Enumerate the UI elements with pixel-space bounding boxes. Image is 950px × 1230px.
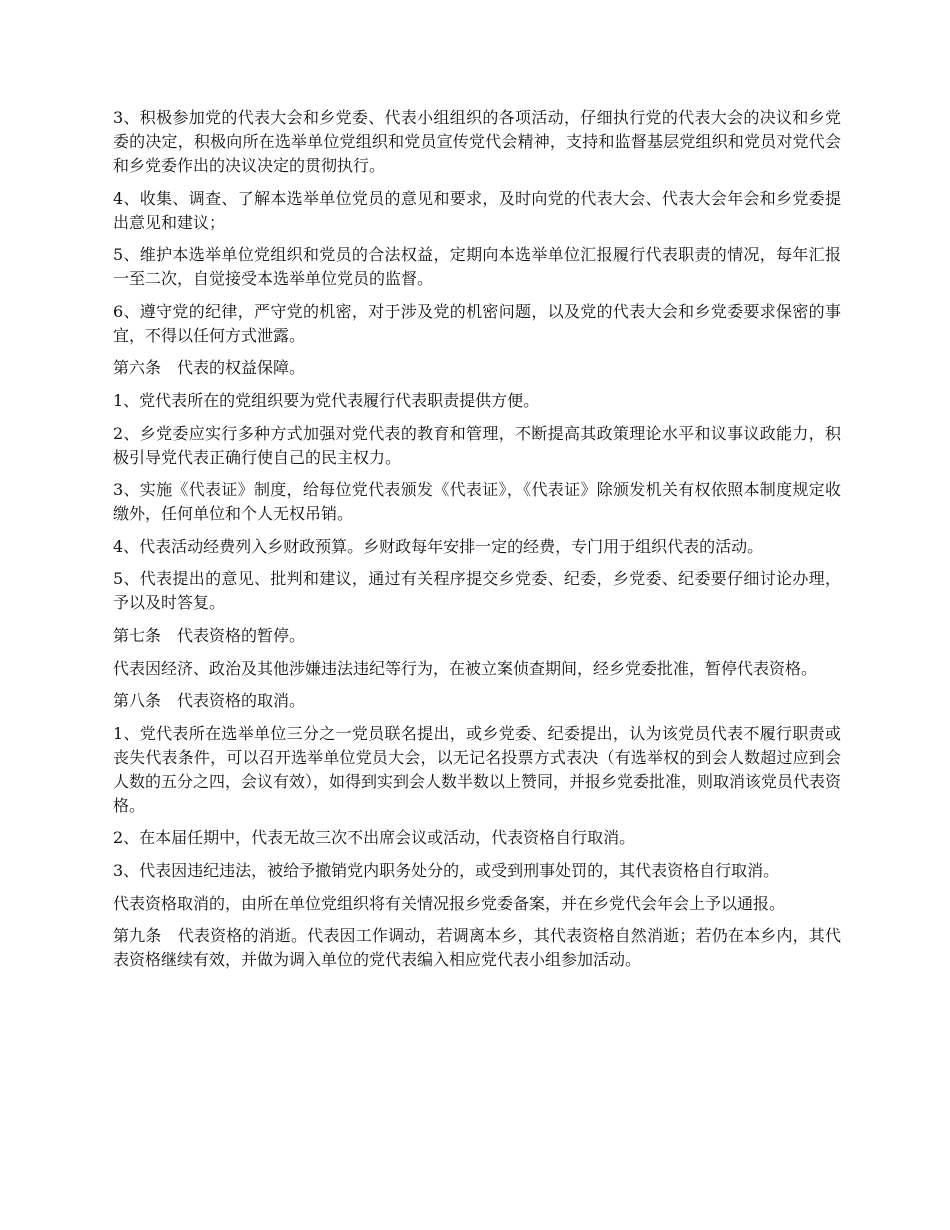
paragraph-duty-5: 5、维护本选举单位党组织和党员的合法权益，定期向本选举单位汇报履行代表职责的情况，每年汇报一至二次，自觉接受本选举单位党员的监督。 xyxy=(113,245,841,289)
paragraph-duty-6: 6、遵守党的纪律，严守党的机密，对于涉及党的机密问题，以及党的代表大会和乡党委要求保密的事宜，不得以任何方式泄露。 xyxy=(113,301,841,345)
paragraph-rights-1: 1、党代表所在的党组织要为党代表履行代表职责提供方便。 xyxy=(113,390,540,410)
article-9-paragraph: 第九条 代表资格的消逝。代表因工作调动，若调离本乡，其代表资格自然消逝；若仍在本乡内，其代表资格继续有效，并做为调入单位的党代表编入相应党代表小组参加活动。 xyxy=(113,926,841,970)
paragraph-rights-3: 3、实施《代表证》制度，给每位党代表颁发《代表证》，《代表证》除颁发机关有权依照本制度规定收缴外，任何单位和个人无权吊销。 xyxy=(113,480,841,524)
paragraph-revocation-2: 2、在本届任期中，代表无故三次不出席会议或活动，代表资格自行取消。 xyxy=(113,828,636,848)
paragraph-revocation-filing: 代表资格取消的，由所在单位党组织将有关情况报乡党委备案，并在乡党代会年会上予以通报。 xyxy=(113,893,786,913)
paragraph-revocation-3: 3、代表因违纪违法，被给予撤销党内职务处分的，或受到刑事处罚的，其代表资格自行取消。 xyxy=(113,860,780,880)
paragraph-duty-3: 3、积极参加党的代表大会和乡党委、代表小组组织的各项活动，仔细执行党的代表大会的决议和乡党委的决定，积极向所在选举单位党组织和党员宣传党代会精神，支持和监督基层党组织和党员对党代会和乡党委作出的决议决定的贯彻执行。 xyxy=(113,108,841,175)
article-7-heading: 第七条 代表资格的暂停。 xyxy=(113,625,306,645)
paragraph-suspension: 代表因经济、政治及其他涉嫌违法违纪等行为，在被立案侦查期间，经乡党委批准，暂停代表资格。 xyxy=(113,658,818,678)
paragraph-revocation-1: 1、党代表所在选举单位三分之一党员联名提出，或乡党委、纪委提出，认为该党员代表不履行职责或丧失代表条件，可以召开选举单位党员大会，以无记名投票方式表决（有选举权的到会人数超过应到会人数的五分之四，会议有效），如得到实到会人数半数以上赞同，并报乡党委批准，则取消该党员代表资格。 xyxy=(113,723,842,815)
paragraph-rights-4: 4、代表活动经费列入乡财政预算。乡财政每年安排一定的经费，专门用于组织代表的活动。 xyxy=(113,536,764,556)
document-body xyxy=(113,106,841,981)
article-6-heading: 第六条 代表的权益保障。 xyxy=(113,358,306,378)
paragraph-rights-2: 2、乡党委应实行多种方式加强对党代表的教育和管理，不断提高其政策理论水平和议事议政能力，积极引导党代表正确行使自己的民主权力。 xyxy=(113,423,841,467)
paragraph-duty-4: 4、收集、调查、了解本选举单位党员的意见和要求，及时向党的代表大会、代表大会年会和乡党委提出意见和建议； xyxy=(113,188,841,232)
paragraph-rights-5: 5、代表提出的意见、批判和建议，通过有关程序提交乡党委、纪委，乡党委、纪委要仔细讨论办理，予以及时答复。 xyxy=(113,569,841,613)
article-8-heading: 第八条 代表资格的取消。 xyxy=(113,691,306,711)
